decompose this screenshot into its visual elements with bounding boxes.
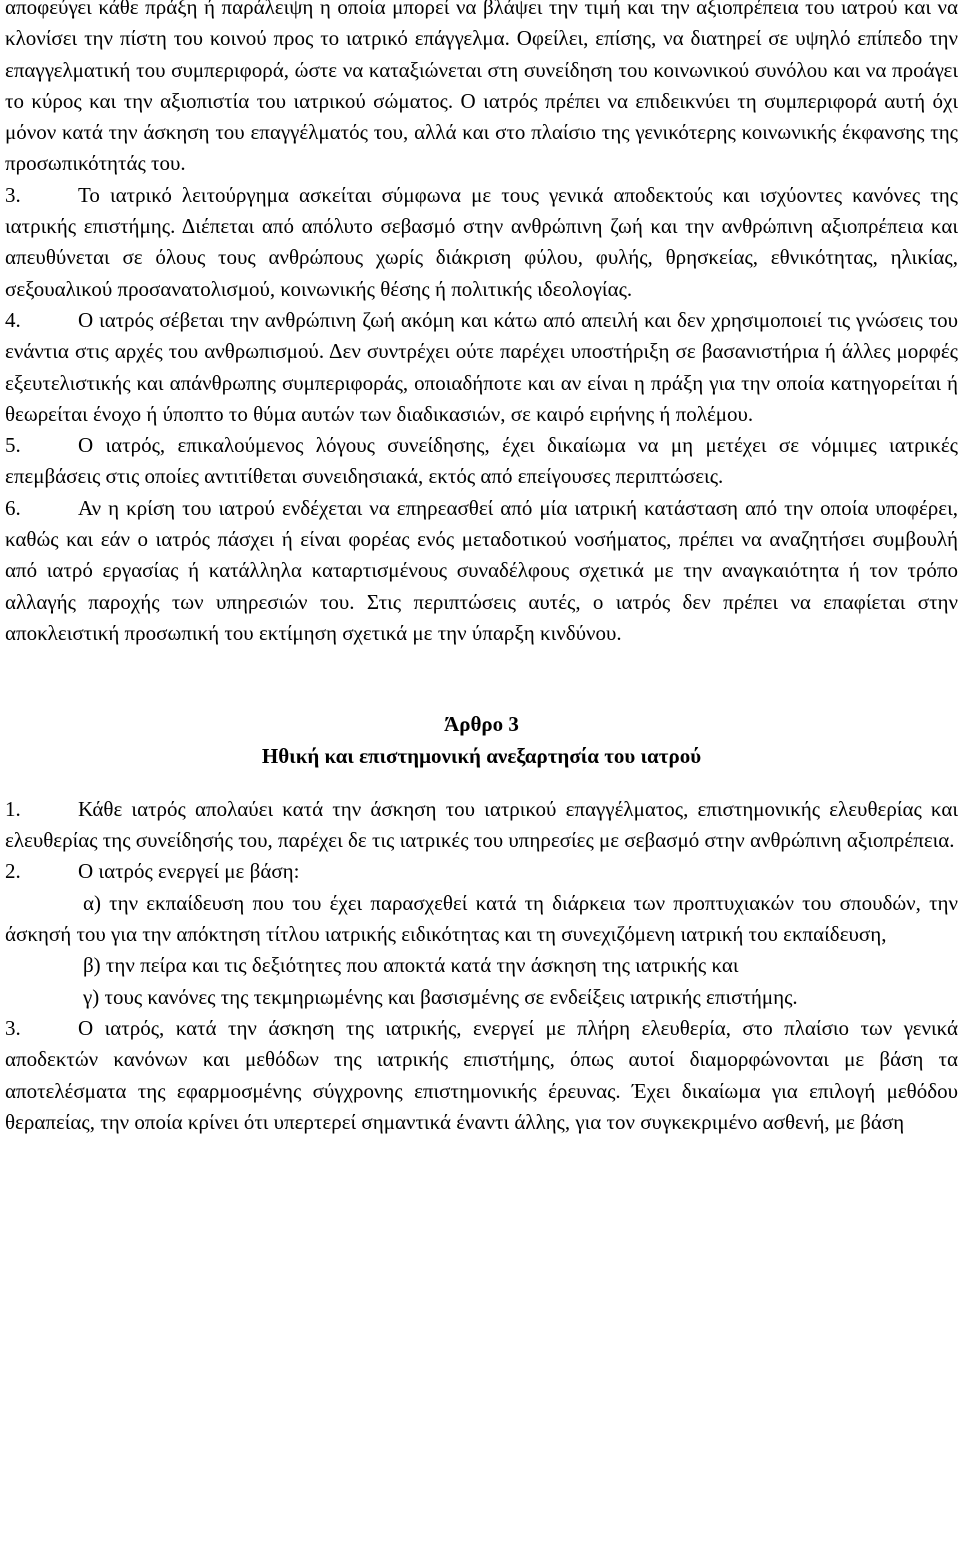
item-number: 3. [5, 1015, 21, 1040]
sub-item-b: β) την πείρα και τις δεξιότητες που αποκτά κατά την άσκηση της ιατρικής και [83, 953, 739, 978]
item-text: Ο ιατρός σέβεται την ανθρώπινη ζωή ακόμη και κάτω από απειλή και δεν χρησιμοποιεί τις γνώσεις του ενάντια στις αρχές του ανθρωπισμού. Δεν συντρέχει ούτε παρέχει υποστήριξη σε βασανιστήρια ή άλλες μορφές εξευτελιστικής και απάνθρωπης συμπεριφοράς, οποιαδήποτε και αν είναι η πράξη για την οποία κατηγορείται ή θεωρείται ένοχο ή ύποπτο το θύμα αυτών των διαδικασιών, σε καιρό ειρήνης ή πολέμου. [5, 307, 958, 426]
title-spacer [5, 772, 958, 794]
item-number: 5. [5, 433, 21, 458]
item-text: Ο ιατρός, κατά την άσκηση της ιατρικής, ενεργεί με πλήρη ελευθερία, στο πλαίσιο των γενικά αποδεκτών κανόνων και μεθόδων της ιατρικής επιστήμης, όπως αυτοί διαμορφώνονται με βάση τα αποτελέσματα της εφαρμοσμένης σύγχρονης επιστημονικής έρευνας. Έχει δικαίωμα για επιλογή μεθόδου θεραπείας, την οποία κρίνει ότι υπερτερεί σημαντικά έναντι άλλης, για τον συγκεκριμένο ασθενή, με βάση [5, 1015, 958, 1134]
item-text: Ο ιατρός, επικαλούμενος λόγους συνείδησης, έχει δικαίωμα να μη μετέχει σε νόμιμες ιατρικές επεμβάσεις στις οποίες αντιτίθεται συνειδησιακά, εκτός από επείγουσες περιπτώσεις. [5, 433, 958, 489]
intro-paragraph: αποφεύγει κάθε πράξη ή παράλειψη η οποία μπορεί να βλάψει την τιμή και την αξιοπρέπεια του ιατρού και να κλονίσει την πίστη του κοινού προς το ιατρικό επάγγελμα. Οφείλει, επίσης, να διατηρεί σε υψηλό επίπεδο την επαγγελματική του συμπεριφορά, ώστε να καταξιώνεται στη συνείδηση του κοινωνικού συνόλου και να προάγει το κύρος και την αξιοπιστία του ιατρικού σώματος. Ο ιατρός πρέπει να επιδεικνύει τη συμπεριφορά αυτή όχι μόνον κατά την άσκηση του επαγγέλματός του, αλλά και στο πλαίσιο της γενικότερης κοινωνικής έκφανσης της προσωπικότητάς του. [5, 0, 958, 176]
sub-item-a: α) την εκπαίδευση που του έχει παρασχεθεί κατά τη διάρκεια των προπτυχιακών του σπουδών, την άσκησή του για την απόκτηση τίτλου ιατρικής ειδικότητας και τη συνεχιζόμενη ιατρική του εκπαίδευση, [5, 890, 958, 947]
item-number: 2. [5, 859, 21, 884]
item-number: 3. [5, 182, 21, 207]
item-number: 1. [5, 796, 21, 821]
item-text: Αν η κρίση του ιατρού ενδέχεται να επηρεασθεί από μία ιατρική κατάσταση από την οποία υποφέρει, καθώς και εάν ο ιατρός πάσχει ή είναι φορέας ενός μεταδοτικού νοσήματος, πρέπει να αναζητήσει συμβουλή από ιατρό εργασίας ή κατάλληλα καταρτισμένους συναδέλφους σχετικά με την αναγκαιότητα ή τον τρόπο αλλαγής παροχής των υπηρεσιών του. Στις περιπτώσεις αυτές, ο ιατρός δεν πρέπει να επαφίεται στην αποκλειστική προσωπική του εκτίμηση σχετικά με την ύπαρξη κινδύνου. [5, 495, 958, 645]
article-item-1 [5, 794, 958, 857]
item-number: 4. [5, 307, 21, 332]
item-number: 6. [5, 495, 21, 520]
list-item [5, 430, 958, 493]
item-text: Ο ιατρός ενεργεί με βάση: [78, 859, 300, 884]
list-item [5, 305, 958, 430]
section-spacer [5, 649, 958, 709]
article-item-3 [5, 1013, 958, 1138]
list-item [5, 180, 958, 305]
sub-item-c: γ) τους κανόνες της τεκμηριωμένης και βασισμένης σε ενδείξεις ιατρικής επιστήμης. [83, 984, 798, 1009]
list-item [5, 493, 958, 649]
article-title: Ηθική και επιστημονική ανεξαρτησία του ιατρού [261, 743, 702, 768]
item-text: Το ιατρικό λειτούργημα ασκείται σύμφωνα με τους γενικά αποδεκτούς και ισχύοντες κανόνες της ιατρικής επιστήμης. Διέπεται από απόλυτο σεβασμό στην ανθρώπινη ζωή και την ανθρώπινη αξιοπρέπεια και απευθύνεται σε όλους τους ανθρώπους χωρίς διάκριση φύλου, φυλής, θρησκείας, εθνικότητας, ηλικίας, σεξουαλικού προσανατολισμού, κοινωνικής θέσης ή πολιτικής ιδεολογίας. [5, 182, 958, 301]
article-heading: Άρθρο 3 [444, 712, 519, 737]
item-text: Κάθε ιατρός απολαύει κατά την άσκηση του ιατρικού επαγγέλματος, επιστημονικής ελευθερίας και ελευθερίας της συνείδησής του, παρέχει δε τις ιατρικές του υπηρεσίες με σεβασμό στην ανθρώπινη αξιοπρέπεια. [5, 796, 958, 853]
article-item-2 [5, 856, 958, 887]
